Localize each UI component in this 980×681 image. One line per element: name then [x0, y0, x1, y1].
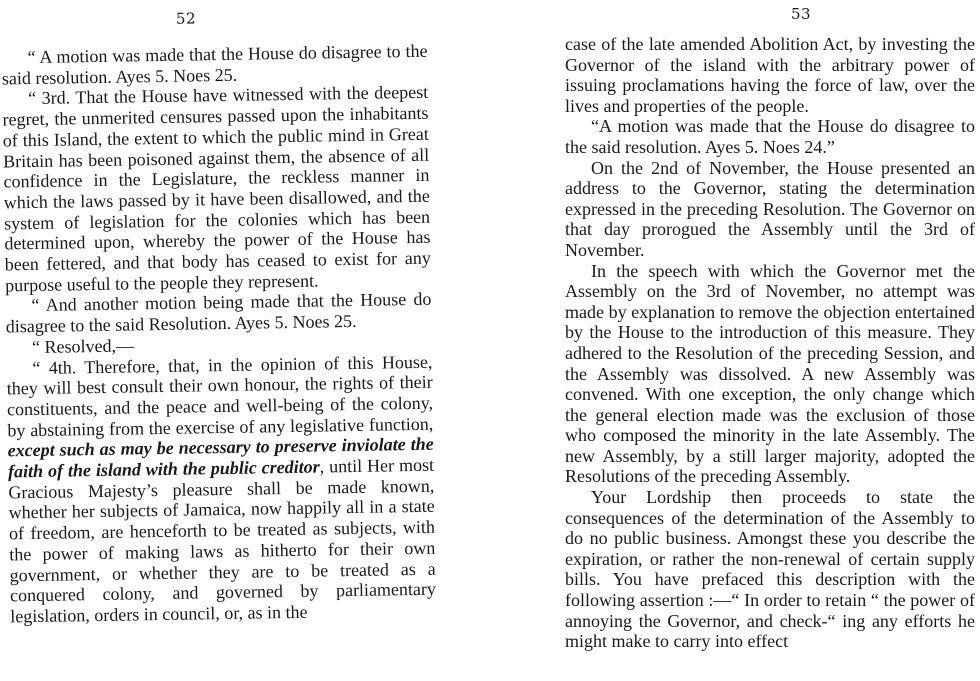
right-page-body	[565, 34, 975, 652]
paragraph-motion-ayes-noes: “A motion was made that the House do disagree to the said resolution. Ayes 5. Noes 24.”	[565, 116, 975, 157]
paragraph-resolved: “ Resolved,—	[31, 335, 135, 357]
paragraph-third-resolution: “ 3rd. That the House have witnessed with the deepest regret, the unmerited censures passed upon the inhabitants of this Island, the extent to which the public mind in Great Britain has been poisoned against them, the absence of all confidence in the Legislature, the reckless manner in which the laws passed by it have been disallowed, and the system of legislation for the colonies which has been determined upon, whereby the power of the House has been fettered, and that body has ceased to exist for any purpose useful to the people they represent.	[2, 82, 431, 296]
paragraph-another-motion: “ And another motion being made that the House do disagree to the said Resolution. Ayes 5. Noes 25.	[5, 289, 432, 337]
paragraph-motion-disagree: “ A motion was made that the House do disagree to the said resolution. Ayes 5. Noes 25.	[1, 40, 428, 89]
page-number-left: 52	[175, 9, 197, 28]
left-page-body	[1, 41, 436, 627]
italic-emphasis-public-creditor: except such as may be necessary to preserve inviolate the faith of the island with the public creditor	[7, 434, 434, 482]
paragraph-november-address: On the 2nd of November, the House presented an address to the Governor, stating the determination expressed in the preceding Resolution. The Governor on that day prorogued the Assembly until the 3rd of November.	[565, 157, 975, 260]
fourth-resolution-text-start: “ 4th. Therefore, that, in the opinion of this House, they will best consult their own honour, the rights of their constituents, and the peace and well-being of the colony, by abstaining from the exercise of any legislative function,	[6, 351, 434, 441]
paragraph-lordship-consequences: Your Lordship then proceeds to state the consequences of the determination of the Assembly to do no public business. Amongst these you describe the expiration, or rather the non-renewal of certain supply bills. You have prefaced this description with the following assertion :—“ In order to retain “ the power of annoying the Governor, and check-“ ing any efforts he might make to carry into effect	[565, 487, 975, 652]
book-gutter	[455, 0, 540, 681]
right-page	[545, 0, 980, 681]
left-page	[0, 0, 455, 681]
paragraph-abolition-act: case of the late amended Abolition Act, by investing the Governor of the island with the arbitrary power of issuing proclamations having the force of law, over the lives and properties of the people.	[565, 34, 975, 116]
paragraph-fourth-resolution	[6, 351, 436, 627]
page-number-right: 53	[791, 5, 812, 23]
fourth-resolution-text-end: , until Her most Gracious Majesty’s pleasure shall be made known, whether her subjects of Jamaica, now happily all in a state of freedom, are henceforth to be treated as subjects, with the power of making laws as hitherto for their own government, or whether they are to be treated as a conquered colony, and governed by parliamentary legislation, orders in council, or, as in the	[8, 454, 437, 627]
paragraph-governor-speech: In the speech with which the Governor met the Assembly on the 3rd of November, no attempt was made by explanation to remove the objection entertained by the House to the introduction of this measure. They adhered to the Resolution of the preceding Session, and the Assembly was dissolved. A new Assembly was convened. With one exception, the only change which the general election made was the exclusion of those who composed the minority in the late Assembly. The new Assembly, by a still larger majority, adopted the Resolutions of the preceding Assembly.	[565, 260, 975, 487]
